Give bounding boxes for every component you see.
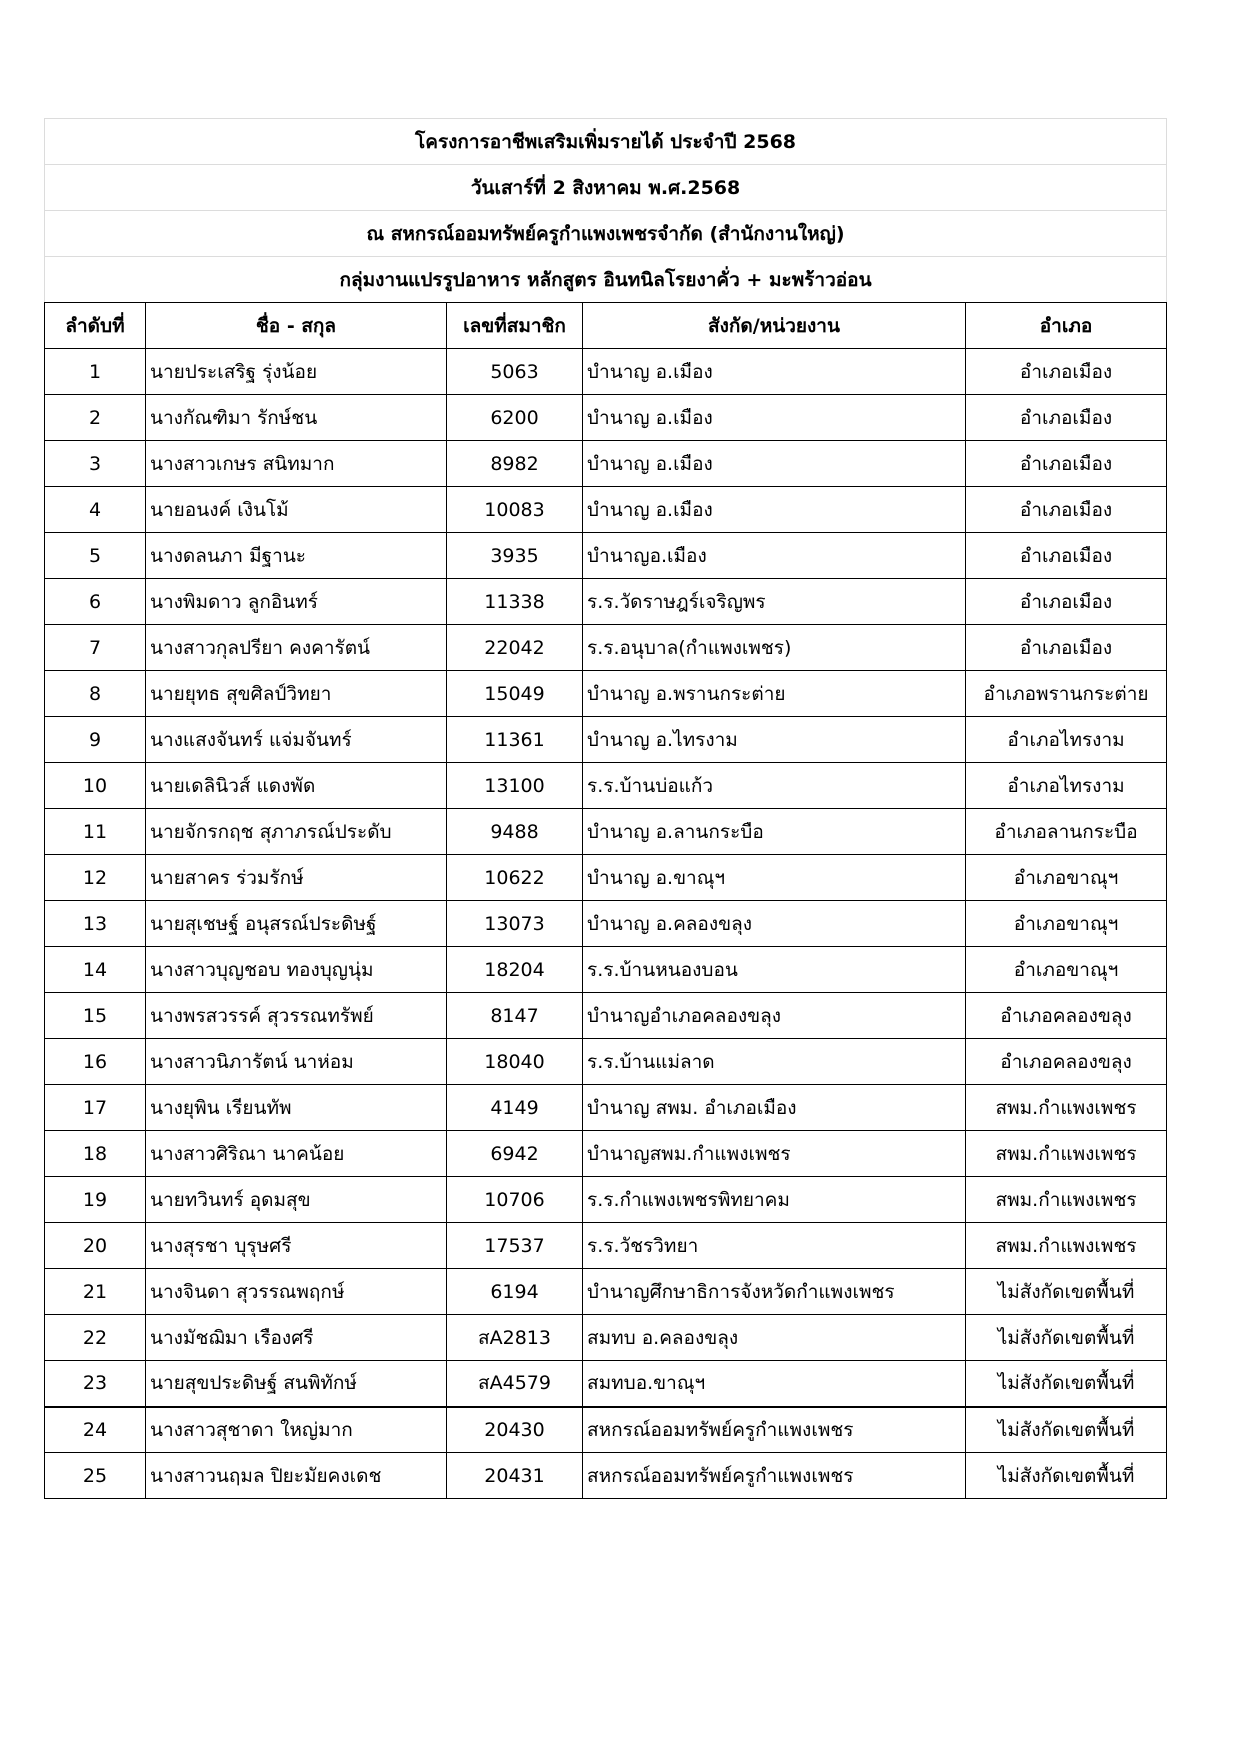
cell-name: นายจักรกฤช สุภาภรณ์ประดับ [146,809,447,855]
cell-unit: ร.ร.บ้านหนองบอน [583,947,966,993]
table-row [45,1085,1167,1131]
cell-no: 9 [45,717,146,763]
cell-name: นายเดลินิวส์ แดงพัด [146,763,447,809]
cell-district: อำเภอขาณุฯ [966,901,1167,947]
cell-member-id: 20430 [447,1407,583,1453]
cell-member-id: 18040 [447,1039,583,1085]
table-row [45,763,1167,809]
cell-name: นางแสงจันทร์ แจ่มจันทร์ [146,717,447,763]
cell-unit: บำนาญสพม.กำแพงเพชร [583,1131,966,1177]
cell-no: 15 [45,993,146,1039]
cell-no: 23 [45,1361,146,1407]
table-row [45,349,1167,395]
cell-unit: บำนาญ อ.เมือง [583,349,966,395]
cell-unit: บำนาญ อ.ลานกระบือ [583,809,966,855]
cell-member-id: 6200 [447,395,583,441]
cell-no: 12 [45,855,146,901]
col-header-member-id: เลขที่สมาชิก [447,303,583,349]
title-row-venue [45,211,1167,257]
cell-no: 2 [45,395,146,441]
table-row [45,1177,1167,1223]
cell-name: นางสาวศิริณา นาคน้อย [146,1131,447,1177]
title-row-course [45,257,1167,303]
cell-member-id: 11361 [447,717,583,763]
cell-unit: บำนาญ อ.ขาณุฯ [583,855,966,901]
col-header-name: ชื่อ - สกุล [146,303,447,349]
cell-member-id: 8147 [447,993,583,1039]
title-row-date [45,165,1167,211]
column-header-row [45,303,1167,349]
cell-no: 10 [45,763,146,809]
cell-unit: บำนาญ อ.เมือง [583,395,966,441]
table-row [45,671,1167,717]
table-row [45,1407,1167,1453]
cell-district: อำเภอลานกระบือ [966,809,1167,855]
table-row [45,993,1167,1039]
cell-district: อำเภอไทรงาม [966,717,1167,763]
cell-unit: บำนาญ อ.เมือง [583,487,966,533]
cell-unit: ร.ร.อนุบาล(กำแพงเพชร) [583,625,966,671]
cell-name: นายสุเชษฐ์ อนุสรณ์ประดิษฐ์ [146,901,447,947]
cell-name: นางจินดา สุวรรณพฤกษ์ [146,1269,447,1315]
cell-district: อำเภอพรานกระต่าย [966,671,1167,717]
cell-member-id: 6942 [447,1131,583,1177]
table-row [45,1361,1167,1407]
cell-name: นายประเสริฐ รุ่งน้อย [146,349,447,395]
cell-no: 13 [45,901,146,947]
table-row [45,1223,1167,1269]
cell-district: ไม่สังกัดเขตพื้นที่ [966,1407,1167,1453]
cell-district: ไม่สังกัดเขตพื้นที่ [966,1269,1167,1315]
cell-district: อำเภอไทรงาม [966,763,1167,809]
cell-no: 19 [45,1177,146,1223]
cell-member-id: 13073 [447,901,583,947]
cell-member-id: สA4579 [447,1361,583,1407]
table-row [45,809,1167,855]
cell-member-id: 8982 [447,441,583,487]
cell-no: 11 [45,809,146,855]
cell-member-id: 10706 [447,1177,583,1223]
cell-member-id: 15049 [447,671,583,717]
table-row [45,1315,1167,1361]
cell-no: 24 [45,1407,146,1453]
cell-unit: ร.ร.วัดราษฎร์เจริญพร [583,579,966,625]
cell-unit: ร.ร.วัชรวิทยา [583,1223,966,1269]
cell-district: สพม.กำแพงเพชร [966,1223,1167,1269]
cell-district: สพม.กำแพงเพชร [966,1177,1167,1223]
cell-member-id: สA2813 [447,1315,583,1361]
cell-unit: ร.ร.บ้านบ่อแก้ว [583,763,966,809]
table-row [45,855,1167,901]
cell-name: นายทวินทร์ อุดมสุข [146,1177,447,1223]
cell-name: นางสุรชา บุรุษศรี [146,1223,447,1269]
cell-no: 6 [45,579,146,625]
cell-district: อำเภอขาณุฯ [966,947,1167,993]
cell-district: อำเภอเมือง [966,441,1167,487]
cell-district: อำเภอขาณุฯ [966,855,1167,901]
cell-name: นางสาวนฤมล ปิยะมัยคงเดช [146,1453,447,1499]
col-header-no: ลำดับที่ [45,303,146,349]
cell-member-id: 18204 [447,947,583,993]
cell-member-id: 10622 [447,855,583,901]
table-row [45,441,1167,487]
table-row [45,947,1167,993]
cell-member-id: 22042 [447,625,583,671]
cell-member-id: 6194 [447,1269,583,1315]
cell-unit: ร.ร.กำแพงเพชรพิทยาคม [583,1177,966,1223]
cell-name: นางสาวนิภารัตน์ นาห่อม [146,1039,447,1085]
cell-unit: บำนาญ อ.พรานกระต่าย [583,671,966,717]
cell-district: ไม่สังกัดเขตพื้นที่ [966,1361,1167,1407]
cell-name: นางสาวบุญชอบ ทองบุญนุ่ม [146,947,447,993]
cell-district: อำเภอเมือง [966,533,1167,579]
cell-name: นางสาวกุลปรียา คงคารัตน์ [146,625,447,671]
cell-unit: สหกรณ์ออมทรัพย์ครูกำแพงเพชร [583,1453,966,1499]
cell-member-id: 10083 [447,487,583,533]
cell-member-id: 9488 [447,809,583,855]
cell-no: 4 [45,487,146,533]
event-venue: ณ สหกรณ์ออมทรัพย์ครูกำแพงเพชรจำกัด (สำนักงานใหญ่) [45,211,1167,257]
col-header-unit: สังกัด/หน่วยงาน [583,303,966,349]
cell-name: นางยุพิน เรียนทัพ [146,1085,447,1131]
cell-no: 21 [45,1269,146,1315]
cell-unit: สมทบ อ.คลองขลุง [583,1315,966,1361]
cell-name: นายยุทธ สุขศิลป์วิทยา [146,671,447,717]
cell-no: 1 [45,349,146,395]
cell-name: นางกัณฑิมา รักษ์ชน [146,395,447,441]
cell-district: อำเภอคลองขลุง [966,1039,1167,1085]
cell-name: นางพิมดาว ลูกอินทร์ [146,579,447,625]
cell-unit: บำนาญ อ.คลองขลุง [583,901,966,947]
cell-unit: บำนาญอำเภอคลองขลุง [583,993,966,1039]
participant-table [44,118,1167,1499]
event-date: วันเสาร์ที่ 2 สิงหาคม พ.ศ.2568 [45,165,1167,211]
cell-district: อำเภอเมือง [966,395,1167,441]
cell-member-id: 13100 [447,763,583,809]
cell-unit: บำนาญศึกษาธิการจังหวัดกำแพงเพชร [583,1269,966,1315]
cell-district: อำเภอเมือง [966,625,1167,671]
cell-unit: บำนาญ สพม. อำเภอเมือง [583,1085,966,1131]
cell-district: อำเภอคลองขลุง [966,993,1167,1039]
cell-unit: สมทบอ.ขาณุฯ [583,1361,966,1407]
table-row [45,487,1167,533]
cell-no: 20 [45,1223,146,1269]
cell-no: 7 [45,625,146,671]
table-row [45,533,1167,579]
cell-no: 14 [45,947,146,993]
cell-no: 5 [45,533,146,579]
table-row [45,579,1167,625]
cell-no: 22 [45,1315,146,1361]
cell-name: นางสาวสุชาดา ใหญ่มาก [146,1407,447,1453]
cell-unit: บำนาญ อ.ไทรงาม [583,717,966,763]
cell-unit: บำนาญอ.เมือง [583,533,966,579]
cell-name: นายสาคร ร่วมรักษ์ [146,855,447,901]
table-row [45,1453,1167,1499]
table-row [45,717,1167,763]
project-title: โครงการอาชีพเสริมเพิ่มรายได้ ประจำปี 2568 [45,119,1167,165]
cell-name: นางดลนภา มีฐานะ [146,533,447,579]
col-header-district: อำเภอ [966,303,1167,349]
cell-name: นายอนงค์ เงินโม้ [146,487,447,533]
cell-name: นางมัชฌิมา เรืองศรี [146,1315,447,1361]
cell-member-id: 3935 [447,533,583,579]
cell-district: ไม่สังกัดเขตพื้นที่ [966,1453,1167,1499]
table-row [45,1039,1167,1085]
cell-no: 16 [45,1039,146,1085]
table-row [45,1269,1167,1315]
cell-district: อำเภอเมือง [966,579,1167,625]
cell-district: สพม.กำแพงเพชร [966,1085,1167,1131]
table-row [45,1131,1167,1177]
cell-member-id: 17537 [447,1223,583,1269]
cell-no: 3 [45,441,146,487]
cell-member-id: 4149 [447,1085,583,1131]
table-row [45,901,1167,947]
cell-member-id: 5063 [447,349,583,395]
cell-unit: บำนาญ อ.เมือง [583,441,966,487]
cell-unit: ร.ร.บ้านแม่ลาด [583,1039,966,1085]
cell-district: ไม่สังกัดเขตพื้นที่ [966,1315,1167,1361]
title-row-project [45,119,1167,165]
cell-name: นางพรสวรรค์ สุวรรณทรัพย์ [146,993,447,1039]
table-row [45,625,1167,671]
cell-name: นายสุขประดิษฐ์ สนพิทักษ์ [146,1361,447,1407]
cell-no: 18 [45,1131,146,1177]
cell-member-id: 11338 [447,579,583,625]
cell-district: อำเภอเมือง [966,349,1167,395]
cell-unit: สหกรณ์ออมทรัพย์ครูกำแพงเพชร [583,1407,966,1453]
cell-name: นางสาวเกษร สนิทมาก [146,441,447,487]
cell-member-id: 20431 [447,1453,583,1499]
course-title: กลุ่มงานแปรรูปอาหาร หลักสูตร อินทนิลโรยงาคั่ว + มะพร้าวอ่อน [45,257,1167,303]
cell-no: 25 [45,1453,146,1499]
cell-no: 17 [45,1085,146,1131]
cell-district: อำเภอเมือง [966,487,1167,533]
cell-district: สพม.กำแพงเพชร [966,1131,1167,1177]
table-row [45,395,1167,441]
cell-no: 8 [45,671,146,717]
